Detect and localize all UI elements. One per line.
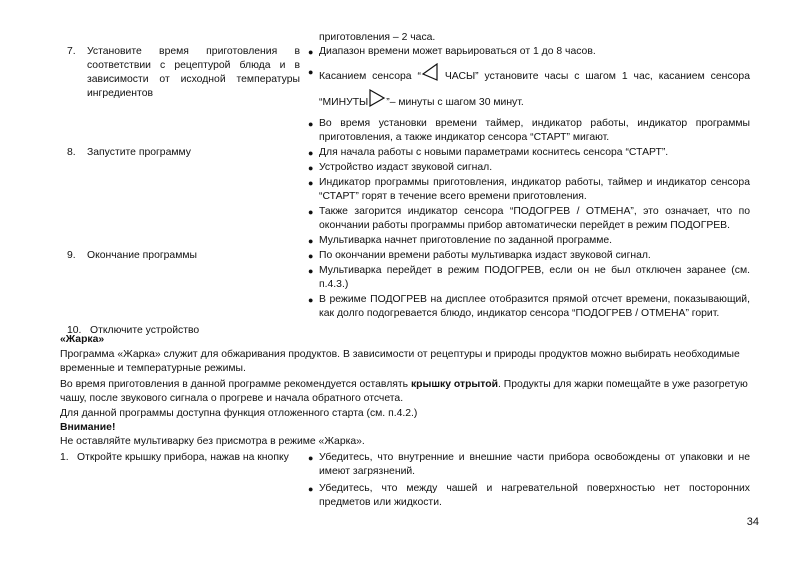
bullet-item: ● Убедитесь, что внутренние и внешние части прибора освобождены от упаковки и не имеют загрязнений.: [308, 452, 750, 477]
step-number: 9.: [67, 250, 76, 261]
bullet-item: ● В режиме ПОДОГРЕВ на дисплее отобразится прямой отсчет времени, показывающий, как долго подогревается блюдо, индикатор сенсора “ПОДОГРЕВ / ОТМЕНА” горит.: [308, 294, 750, 319]
step-9: [60, 249, 760, 322]
triangle-up-left-icon: [421, 63, 439, 89]
warning-text: Не оставляйте мультиварку без присмотра в режиме «Жарка».: [60, 436, 365, 447]
bullet-icon: ●: [308, 148, 314, 158]
bullet-icon: ●: [308, 178, 314, 188]
bullet-item: ● Диапазон времени может варьироваться от 1 до 8 часов.: [308, 46, 596, 57]
bullet-icon: ●: [308, 207, 314, 217]
bullet-item: ● Касанием сенсора “ ЧАСЫ” установите часы с шагом 1 час, касанием сенсора “МИНУТЫ ”– минуты с шагом 30 минут.: [308, 63, 750, 115]
bullet-icon: ●: [308, 119, 314, 129]
bullet-icon: ●: [308, 163, 314, 173]
bullet-item: ● Устройство издаст звуковой сигнал.: [308, 162, 493, 173]
step-number: 1.: [60, 452, 69, 463]
section-paragraph: Для данной программы доступна функция отложенного старта (см. п.4.2.): [60, 408, 418, 419]
bullet-item: ● По окончании времени работы мультиварка издаст звуковой сигнал.: [308, 250, 651, 261]
page-number: 34: [746, 516, 759, 528]
section-paragraph: Программа «Жарка» служит для обжаривания продуктов. В зависимости от рецептуры и природы продуктов можно выбирать необходимые временные и температурные режимы.: [60, 349, 740, 374]
bullet-item: ● Для начала работы с новыми параметрами коснитесь сенсора “СТАРТ”.: [308, 147, 669, 158]
step-number: 8.: [67, 147, 76, 158]
section-title: «Жарка»: [60, 334, 105, 345]
bullet-item: ● Мультиварка перейдет в режим ПОДОГРЕВ, если он не был отключен заранее (см. п.4.3.): [308, 265, 750, 290]
step-text: Окончание программы: [87, 250, 197, 261]
bullet-icon: ●: [308, 484, 314, 494]
step-text: Установите время приготовления в соответствии с рецептурой блюда и в зависимости от исходной температуры ингредиентов: [87, 46, 300, 99]
bullet-item: ● Мультиварка начнет приготовление по заданной программе.: [308, 235, 613, 246]
triangle-right-icon: [368, 89, 386, 115]
step-8: [60, 146, 760, 249]
step-text: Откройте крышку прибора, нажав на кнопку: [77, 452, 289, 463]
section-paragraph: Во время приготовления в данной программе рекомендуется оставлять крышку отрытой. Продукты для жарки помещайте в уже разогретую чашу, после звукового сигнала о прогреве и начала обратного отсчета.: [60, 379, 748, 404]
step-text: Отключите устройство: [90, 325, 200, 336]
bullet-icon: ●: [308, 67, 314, 77]
frying-step-1: [60, 451, 760, 511]
warning-title: Внимание!: [60, 422, 116, 433]
step-number: 7.: [67, 46, 76, 57]
bullet-item: ● Также загорится индикатор сенсора “ПОДОГРЕВ / ОТМЕНА”, это означает, что по окончании работы программы прибор автоматически перейдет в режим ПОДОГРЕВ.: [308, 206, 750, 231]
carryover-text: приготовления – 2 часа.: [319, 32, 436, 43]
step-number: 10.: [67, 325, 82, 336]
bullet-icon: ●: [308, 236, 314, 246]
bullet-item: ● Убедитесь, что между чашей и нагревательной поверхностью нет посторонних предметов или жидкости.: [308, 483, 750, 508]
step-7: [60, 45, 760, 146]
bullet-icon: ●: [308, 266, 314, 276]
step-text: Запустите программу: [87, 147, 191, 158]
bullet-icon: ●: [308, 251, 314, 261]
bullet-item: ● Во время установки времени таймер, индикатор работы, индикатор программы приготовления, а также индикатор сенсора “СТАРТ” мигают.: [308, 118, 750, 143]
bullet-icon: ●: [308, 47, 314, 57]
instruction-steps: [60, 31, 760, 338]
carryover-row: [60, 31, 760, 45]
emphasis-text: крышку отрытой: [410, 379, 498, 390]
bullet-item: ● Индикатор программы приготовления, индикатор работы, таймер и индикатор сенсора “СТАРТ” горят в течение всего времени приготовления.: [308, 177, 750, 202]
bullet-icon: ●: [308, 295, 314, 305]
bullet-icon: ●: [308, 453, 314, 463]
frying-section: [60, 333, 760, 511]
